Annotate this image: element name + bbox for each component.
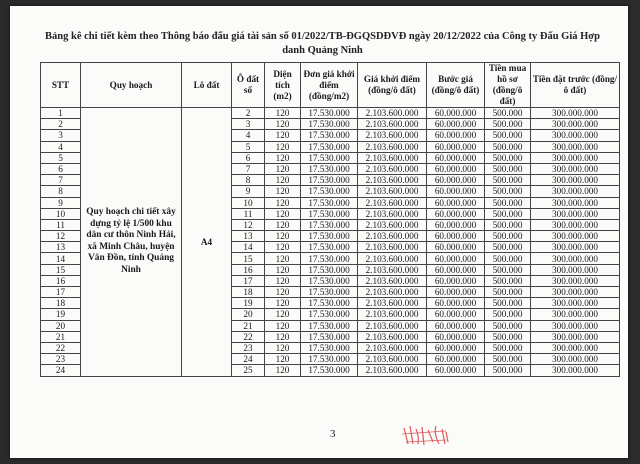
don-gia-cell: 17.530.000 [301,231,358,242]
dien-tich-cell: 120 [265,331,301,342]
stt-cell: 23 [41,354,81,365]
gia-khoi-diem-cell: 2.103.600.000 [358,365,427,376]
dien-tich-cell: 120 [265,320,301,331]
buoc-gia-cell: 60.000.000 [427,354,485,365]
buoc-gia-cell: 60.000.000 [427,119,485,130]
header-stt: STT [41,63,81,108]
buoc-gia-cell: 60.000.000 [427,320,485,331]
tien-ho-so-cell: 500.000 [485,365,531,376]
don-gia-cell: 17.530.000 [301,130,358,141]
buoc-gia-cell: 60.000.000 [427,365,485,376]
buoc-gia-cell: 60.000.000 [427,264,485,275]
o-dat-cell: 13 [232,231,265,242]
gia-khoi-diem-cell: 2.103.600.000 [358,108,427,119]
buoc-gia-cell: 60.000.000 [427,342,485,353]
dien-tich-cell: 120 [265,197,301,208]
gia-khoi-diem-cell: 2.103.600.000 [358,130,427,141]
o-dat-cell: 7 [232,163,265,174]
o-dat-cell: 25 [232,365,265,376]
buoc-gia-cell: 60.000.000 [427,287,485,298]
don-gia-cell: 17.530.000 [301,298,358,309]
gia-khoi-diem-cell: 2.103.600.000 [358,342,427,353]
tien-ho-so-cell: 500.000 [485,231,531,242]
o-dat-cell: 24 [232,354,265,365]
don-gia-cell: 17.530.000 [301,331,358,342]
dien-tich-cell: 120 [265,264,301,275]
don-gia-cell: 17.530.000 [301,242,358,253]
o-dat-cell: 4 [232,130,265,141]
dien-tich-cell: 120 [265,231,301,242]
stt-cell: 1 [41,108,81,119]
header-buoc-gia: Bước giá (đồng/ô đất) [427,63,485,108]
o-dat-cell: 21 [232,320,265,331]
stt-cell: 18 [41,298,81,309]
o-dat-cell: 8 [232,175,265,186]
don-gia-cell: 17.530.000 [301,253,358,264]
buoc-gia-cell: 60.000.000 [427,231,485,242]
tien-ho-so-cell: 500.000 [485,309,531,320]
tien-ho-so-cell: 500.000 [485,320,531,331]
tien-dat-truoc-cell: 300.000.000 [531,119,620,130]
stt-cell: 19 [41,309,81,320]
buoc-gia-cell: 60.000.000 [427,298,485,309]
o-dat-cell: 5 [232,141,265,152]
dien-tich-cell: 120 [265,365,301,376]
tien-ho-so-cell: 500.000 [485,197,531,208]
lo-dat-cell: A4 [182,108,232,377]
gia-khoi-diem-cell: 2.103.600.000 [358,141,427,152]
o-dat-cell: 19 [232,298,265,309]
tien-ho-so-cell: 500.000 [485,219,531,230]
tien-dat-truoc-cell: 300.000.000 [531,197,620,208]
buoc-gia-cell: 60.000.000 [427,208,485,219]
tien-dat-truoc-cell: 300.000.000 [531,287,620,298]
don-gia-cell: 17.530.000 [301,163,358,174]
tien-dat-truoc-cell: 300.000.000 [531,298,620,309]
dien-tich-cell: 120 [265,186,301,197]
stt-cell: 15 [41,264,81,275]
tien-ho-so-cell: 500.000 [485,331,531,342]
buoc-gia-cell: 60.000.000 [427,309,485,320]
don-gia-cell: 17.530.000 [301,365,358,376]
don-gia-cell: 17.530.000 [301,175,358,186]
tien-ho-so-cell: 500.000 [485,175,531,186]
dien-tich-cell: 120 [265,219,301,230]
title-line-1: Bảng kê chi tiết kèm theo Thông báo đấu giá tài sản số 01/2022/TB-ĐGQSDĐVĐ ngày 20/12/2022 của Công ty Đấu Giá Hợp [45,31,600,42]
stt-cell: 17 [41,287,81,298]
buoc-gia-cell: 60.000.000 [427,130,485,141]
quy-hoach-cell: Quy hoạch chi tiết xây dựng tỷ lệ 1/500 khu dân cư thôn Ninh Hải, xã Minh Châu, huyện Vân Đồn, tỉnh Quảng Ninh [81,108,182,377]
don-gia-cell: 17.530.000 [301,141,358,152]
stt-cell: 2 [41,119,81,130]
tien-dat-truoc-cell: 300.000.000 [531,264,620,275]
stt-cell: 5 [41,152,81,163]
tien-ho-so-cell: 500.000 [485,253,531,264]
don-gia-cell: 17.530.000 [301,186,358,197]
header-tien-ho-so: Tiền mua hồ sơ (đồng/ô đất) [485,63,531,108]
table-row [41,108,620,119]
tien-dat-truoc-cell: 300.000.000 [531,231,620,242]
dien-tich-cell: 120 [265,208,301,219]
dien-tich-cell: 120 [265,242,301,253]
gia-khoi-diem-cell: 2.103.600.000 [358,298,427,309]
o-dat-cell: 6 [232,152,265,163]
o-dat-cell: 12 [232,219,265,230]
tien-dat-truoc-cell: 300.000.000 [531,175,620,186]
tien-ho-so-cell: 500.000 [485,130,531,141]
tien-ho-so-cell: 500.000 [485,342,531,353]
don-gia-cell: 17.530.000 [301,320,358,331]
tien-dat-truoc-cell: 300.000.000 [531,208,620,219]
dien-tich-cell: 120 [265,130,301,141]
tien-ho-so-cell: 500.000 [485,264,531,275]
dien-tich-cell: 120 [265,141,301,152]
gia-khoi-diem-cell: 2.103.600.000 [358,186,427,197]
tien-dat-truoc-cell: 300.000.000 [531,320,620,331]
header-quy-hoach: Quy hoạch [81,63,182,108]
stt-cell: 22 [41,342,81,353]
tien-dat-truoc-cell: 300.000.000 [531,354,620,365]
stt-cell: 9 [41,197,81,208]
don-gia-cell: 17.530.000 [301,342,358,353]
tien-dat-truoc-cell: 300.000.000 [531,152,620,163]
tien-dat-truoc-cell: 300.000.000 [531,253,620,264]
gia-khoi-diem-cell: 2.103.600.000 [358,231,427,242]
o-dat-cell: 2 [232,108,265,119]
dien-tich-cell: 120 [265,342,301,353]
gia-khoi-diem-cell: 2.103.600.000 [358,163,427,174]
don-gia-cell: 17.530.000 [301,152,358,163]
dien-tich-cell: 120 [265,253,301,264]
gia-khoi-diem-cell: 2.103.600.000 [358,320,427,331]
o-dat-cell: 17 [232,275,265,286]
buoc-gia-cell: 60.000.000 [427,331,485,342]
header-lo-dat: Lô đất [182,63,232,108]
tien-ho-so-cell: 500.000 [485,298,531,309]
don-gia-cell: 17.530.000 [301,264,358,275]
o-dat-cell: 23 [232,342,265,353]
stt-cell: 16 [41,275,81,286]
o-dat-cell: 16 [232,264,265,275]
o-dat-cell: 10 [232,197,265,208]
stt-cell: 3 [41,130,81,141]
gia-khoi-diem-cell: 2.103.600.000 [358,354,427,365]
stt-cell: 20 [41,320,81,331]
dien-tich-cell: 120 [265,298,301,309]
stt-cell: 4 [41,141,81,152]
dien-tich-cell: 120 [265,119,301,130]
don-gia-cell: 17.530.000 [301,119,358,130]
don-gia-cell: 17.530.000 [301,287,358,298]
stt-cell: 14 [41,253,81,264]
dien-tich-cell: 120 [265,108,301,119]
don-gia-cell: 17.530.000 [301,197,358,208]
buoc-gia-cell: 60.000.000 [427,163,485,174]
tien-ho-so-cell: 500.000 [485,119,531,130]
don-gia-cell: 17.530.000 [301,275,358,286]
tien-dat-truoc-cell: 300.000.000 [531,219,620,230]
o-dat-cell: 3 [232,119,265,130]
tien-ho-so-cell: 500.000 [485,108,531,119]
gia-khoi-diem-cell: 2.103.600.000 [358,119,427,130]
document-title [30,30,615,58]
title-line-2: danh Quảng Ninh [282,45,363,56]
tien-ho-so-cell: 500.000 [485,275,531,286]
tien-ho-so-cell: 500.000 [485,242,531,253]
stt-cell: 7 [41,175,81,186]
stt-cell: 6 [41,163,81,174]
o-dat-cell: 20 [232,309,265,320]
don-gia-cell: 17.530.000 [301,219,358,230]
tien-dat-truoc-cell: 300.000.000 [531,331,620,342]
table-header-row [41,63,620,108]
table-body [41,108,620,377]
buoc-gia-cell: 60.000.000 [427,152,485,163]
stt-cell: 11 [41,219,81,230]
gia-khoi-diem-cell: 2.103.600.000 [358,152,427,163]
stt-cell: 8 [41,186,81,197]
dien-tich-cell: 120 [265,275,301,286]
tien-dat-truoc-cell: 300.000.000 [531,141,620,152]
tien-dat-truoc-cell: 300.000.000 [531,309,620,320]
o-dat-cell: 22 [232,331,265,342]
tien-dat-truoc-cell: 300.000.000 [531,242,620,253]
o-dat-cell: 18 [232,287,265,298]
buoc-gia-cell: 60.000.000 [427,175,485,186]
buoc-gia-cell: 60.000.000 [427,186,485,197]
dien-tich-cell: 120 [265,309,301,320]
tien-ho-so-cell: 500.000 [485,163,531,174]
don-gia-cell: 17.530.000 [301,108,358,119]
gia-khoi-diem-cell: 2.103.600.000 [358,175,427,186]
o-dat-cell: 11 [232,208,265,219]
tien-dat-truoc-cell: 300.000.000 [531,365,620,376]
dien-tich-cell: 120 [265,354,301,365]
tien-ho-so-cell: 500.000 [485,141,531,152]
dien-tich-cell: 120 [265,287,301,298]
gia-khoi-diem-cell: 2.103.600.000 [358,253,427,264]
buoc-gia-cell: 60.000.000 [427,242,485,253]
tien-ho-so-cell: 500.000 [485,354,531,365]
tien-ho-so-cell: 500.000 [485,152,531,163]
stt-cell: 12 [41,231,81,242]
tien-dat-truoc-cell: 300.000.000 [531,108,620,119]
gia-khoi-diem-cell: 2.103.600.000 [358,219,427,230]
don-gia-cell: 17.530.000 [301,208,358,219]
gia-khoi-diem-cell: 2.103.600.000 [358,264,427,275]
gia-khoi-diem-cell: 2.103.600.000 [358,287,427,298]
o-dat-cell: 14 [232,242,265,253]
gia-khoi-diem-cell: 2.103.600.000 [358,275,427,286]
gia-khoi-diem-cell: 2.103.600.000 [358,208,427,219]
gia-khoi-diem-cell: 2.103.600.000 [358,309,427,320]
tien-ho-so-cell: 500.000 [485,287,531,298]
stt-cell: 13 [41,242,81,253]
header-gia-khoi-diem: Giá khởi điểm (đồng/ô đất) [358,63,427,108]
don-gia-cell: 17.530.000 [301,354,358,365]
header-tien-dat-truoc: Tiền đặt trước (đồng/ô đất) [531,63,620,108]
header-o-dat-so: Ô đất số [232,63,265,108]
o-dat-cell: 9 [232,186,265,197]
dien-tich-cell: 120 [265,163,301,174]
header-don-gia: Đơn giá khởi điểm (đồng/m2) [301,63,358,108]
buoc-gia-cell: 60.000.000 [427,197,485,208]
gia-khoi-diem-cell: 2.103.600.000 [358,197,427,208]
dien-tich-cell: 120 [265,175,301,186]
page-number: 3 [330,428,336,440]
buoc-gia-cell: 60.000.000 [427,253,485,264]
stt-cell: 21 [41,331,81,342]
tien-ho-so-cell: 500.000 [485,186,531,197]
buoc-gia-cell: 60.000.000 [427,141,485,152]
don-gia-cell: 17.530.000 [301,309,358,320]
buoc-gia-cell: 60.000.000 [427,219,485,230]
buoc-gia-cell: 60.000.000 [427,108,485,119]
dien-tich-cell: 120 [265,152,301,163]
tien-dat-truoc-cell: 300.000.000 [531,130,620,141]
auction-lot-table [40,62,620,377]
o-dat-cell: 15 [232,253,265,264]
tien-dat-truoc-cell: 300.000.000 [531,275,620,286]
gia-khoi-diem-cell: 2.103.600.000 [358,242,427,253]
tien-dat-truoc-cell: 300.000.000 [531,342,620,353]
stt-cell: 24 [41,365,81,376]
tien-ho-so-cell: 500.000 [485,208,531,219]
red-seal-stamp [398,420,452,452]
stt-cell: 10 [41,208,81,219]
header-dien-tich: Diện tích (m2) [265,63,301,108]
gia-khoi-diem-cell: 2.103.600.000 [358,331,427,342]
buoc-gia-cell: 60.000.000 [427,275,485,286]
tien-dat-truoc-cell: 300.000.000 [531,186,620,197]
tien-dat-truoc-cell: 300.000.000 [531,163,620,174]
